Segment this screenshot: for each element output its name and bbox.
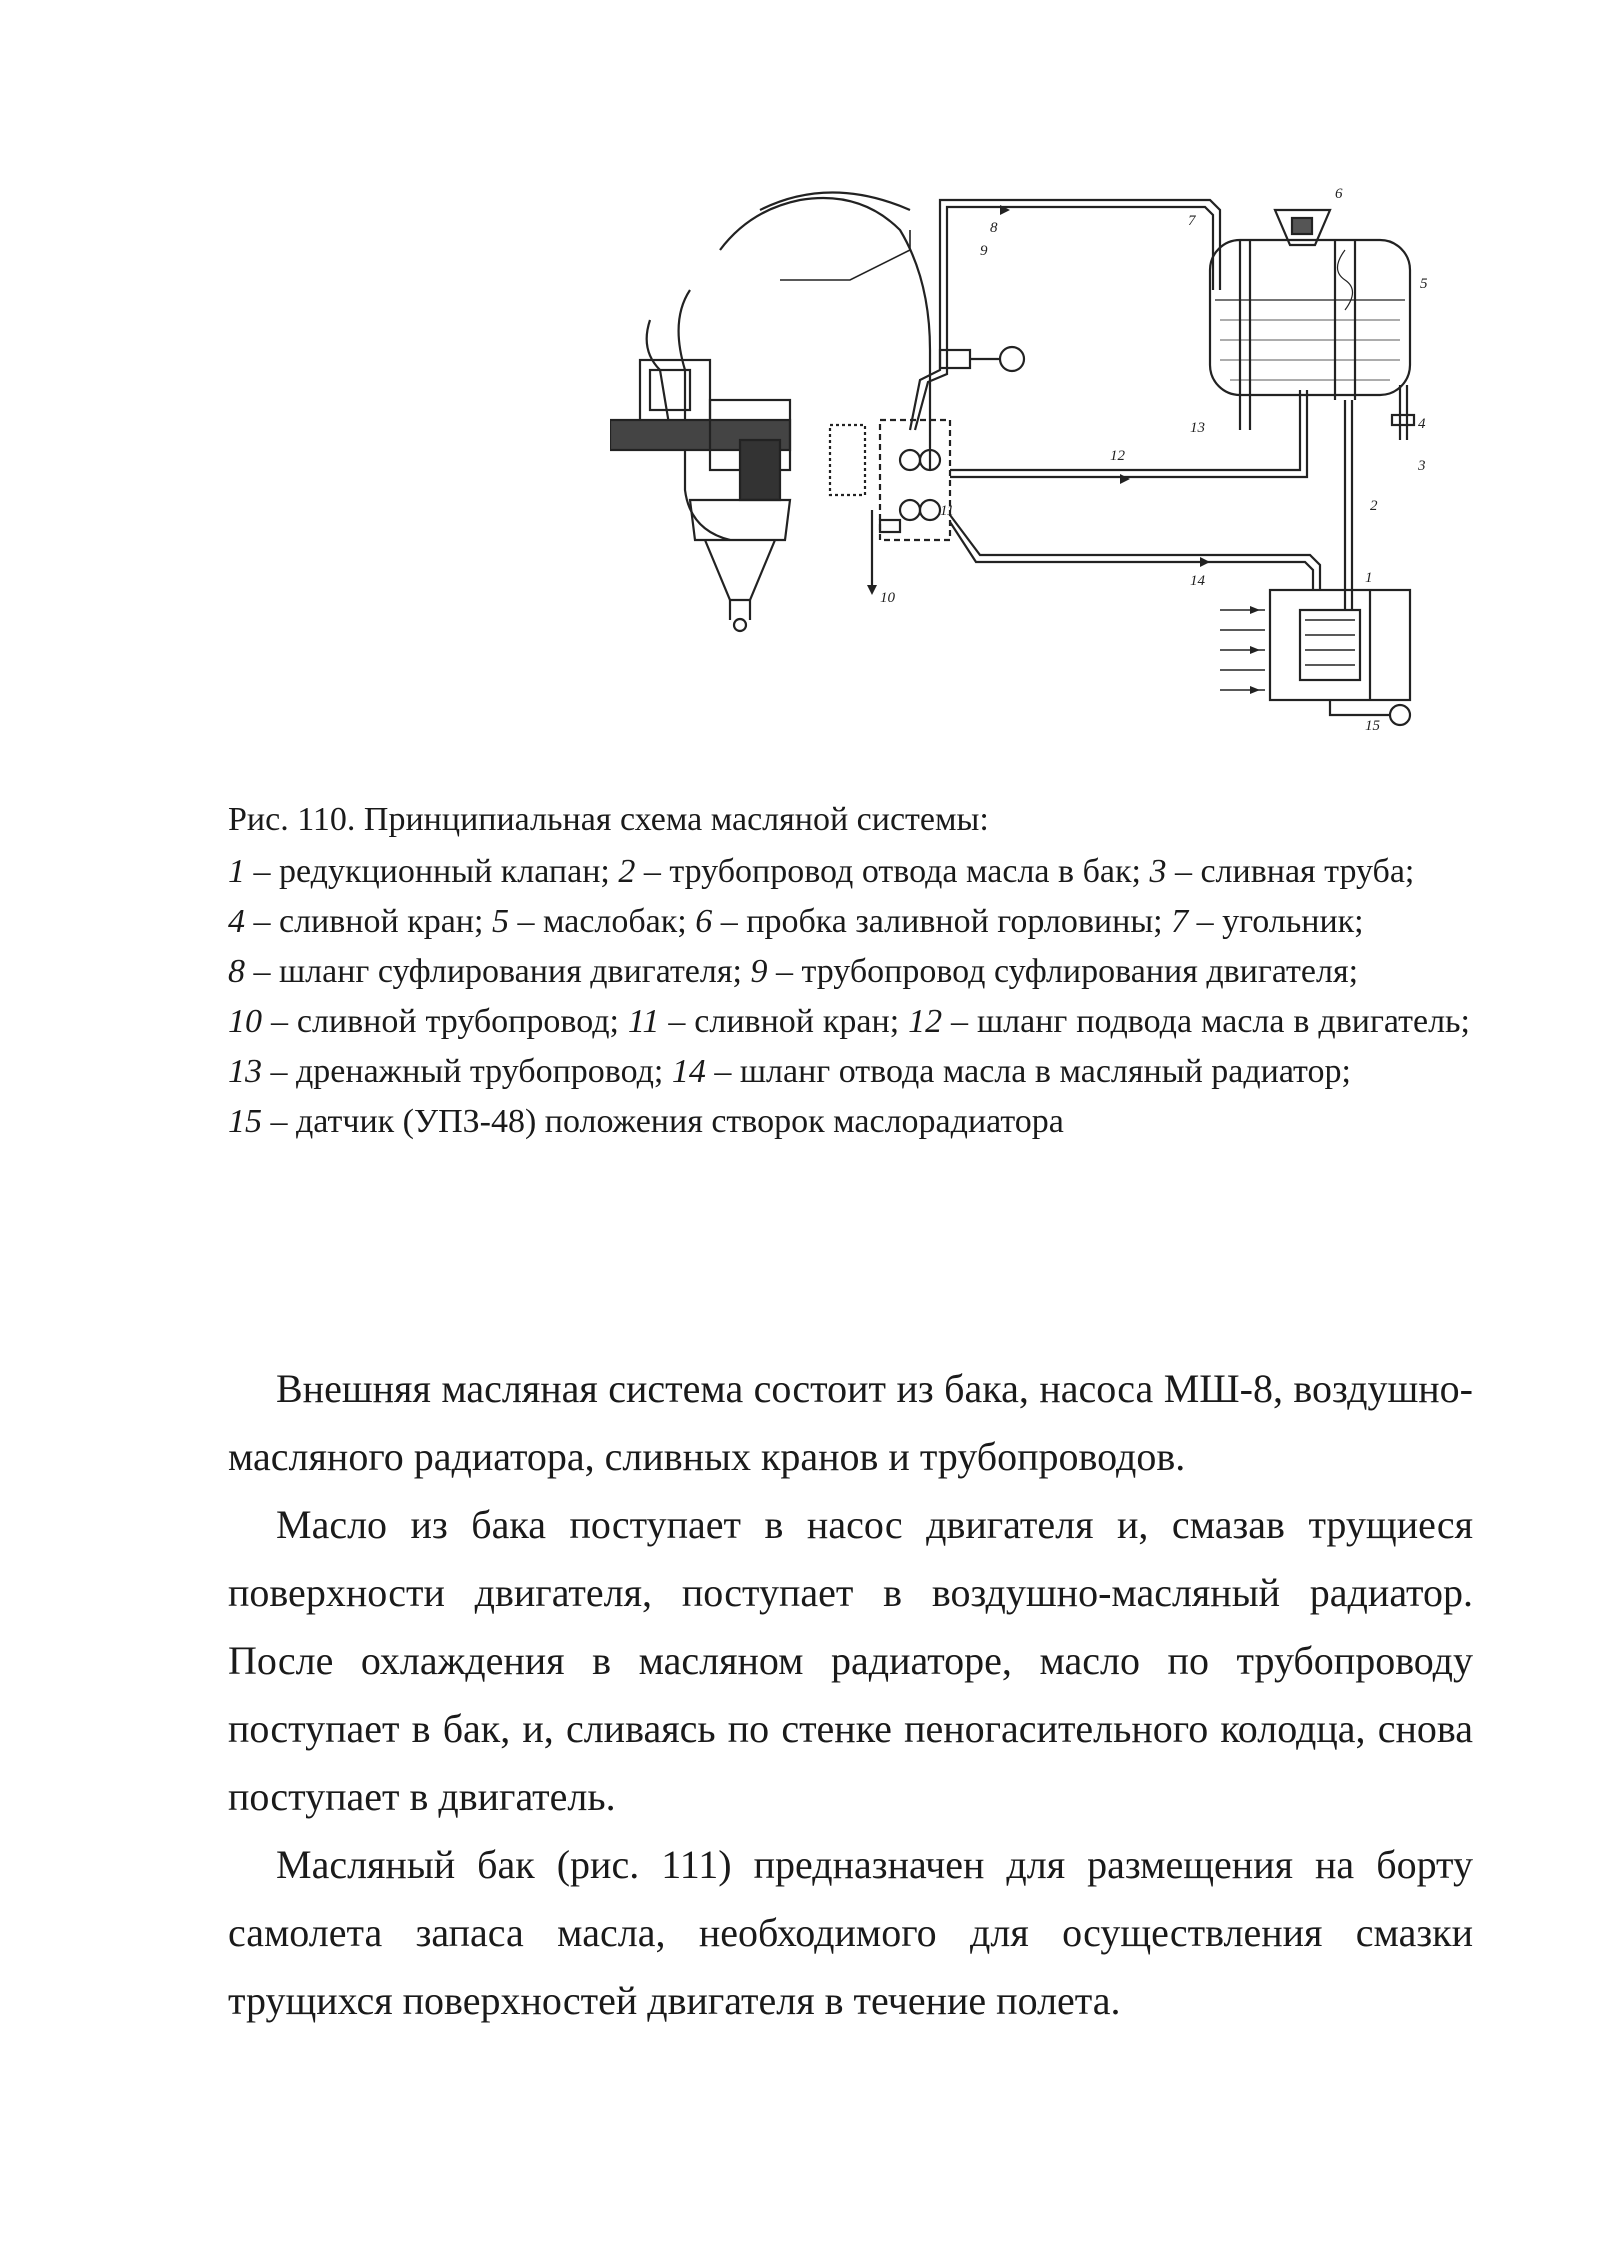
oil-system-diagram — [610, 170, 1470, 730]
caption-num: 4 — [228, 903, 245, 940]
caption-text: – пробка заливной горловины; — [712, 903, 1172, 940]
caption-text: – сливной трубопровод; — [262, 1003, 628, 1040]
caption-num: 10 — [228, 1003, 262, 1040]
label-6: 6 — [1335, 186, 1343, 202]
caption-line — [228, 847, 1470, 897]
caption-text: – сливной кран; — [245, 903, 492, 940]
caption-num: 8 — [228, 953, 245, 990]
label-2: 2 — [1370, 498, 1378, 514]
pipe-12 — [950, 390, 1300, 470]
paragraph: Внешняя масляная система состоит из бака, насоса МШ-8, воздушно-масляного радиатора, сливных кранов и трубопроводов. — [228, 1366, 1473, 1479]
caption-num: 5 — [491, 903, 509, 940]
label-12: 12 — [1110, 448, 1125, 464]
caption-text: – редукционный клапан; — [245, 853, 619, 890]
caption-text: – дренажный трубопровод; — [262, 1053, 672, 1090]
oil-radiator — [1270, 590, 1410, 700]
pipe-2 — [1345, 400, 1352, 610]
label-1: 1 — [1365, 570, 1373, 586]
caption-num: 9 — [750, 953, 768, 990]
caption-num: 12 — [908, 1003, 943, 1040]
caption-text: – датчик (УПЗ-48) положения створок маслорадиатора — [262, 1103, 1064, 1140]
body-text — [228, 1355, 1473, 2035]
caption-line — [228, 947, 1470, 997]
caption-text: – сливной кран; — [659, 1003, 909, 1040]
caption-num: 3 — [1149, 853, 1167, 890]
label-13: 13 — [1190, 420, 1205, 436]
paragraph: Масляный бак (рис. 111) предназначен для размещения на борту самолета запаса масла, необходимого для осуществления смазки трущихся поверхностей двигателя в течение полета. — [228, 1842, 1473, 2023]
label-11: 11 — [940, 503, 954, 519]
label-3: 3 — [1418, 458, 1426, 474]
label-9: 9 — [980, 243, 988, 259]
caption-text: – шланг отвода масла в масляный радиатор; — [705, 1053, 1351, 1090]
label-10: 10 — [880, 590, 895, 606]
caption-title: Рис. 110. Принципиальная схема масляной системы: — [228, 801, 989, 838]
caption-num: 7 — [1171, 903, 1189, 940]
caption-num: 2 — [618, 853, 636, 890]
label-8: 8 — [990, 220, 998, 236]
caption-text: – трубопровод отвода масла в бак; — [635, 853, 1150, 890]
pipe-14 — [950, 515, 1320, 590]
caption-num: 15 — [228, 1103, 262, 1140]
engine-body — [760, 193, 910, 211]
caption-num: 1 — [228, 853, 245, 890]
label-4: 4 — [1418, 416, 1426, 432]
caption-text: – маслобак; — [508, 903, 696, 940]
paragraph: Масло из бака поступает в насос двигателя и, смазав трущиеся поверхности двигателя, поступает в воздушно-масляный радиатор. После охлаждения в масляном радиаторе, масло по трубопроводу поступает в бак, и, сливаясь по стенке пеногасительного колодца, снова поступает в двигатель. — [228, 1502, 1473, 1819]
figure-caption — [228, 795, 1470, 1147]
caption-text: – угольник; — [1188, 903, 1364, 940]
pipe-8 — [910, 200, 1220, 430]
caption-num: 6 — [695, 903, 713, 940]
label-5: 5 — [1420, 276, 1428, 292]
caption-num: 11 — [627, 1003, 660, 1040]
pipe-9 — [780, 230, 910, 280]
caption-text: – шланг суфлирования двигателя; — [245, 953, 751, 990]
caption-line — [228, 997, 1470, 1097]
caption-text: – сливная труба; — [1166, 853, 1415, 890]
caption-num: 13 — [228, 1053, 262, 1090]
label-15: 15 — [1365, 718, 1380, 730]
caption-text: – шланг подвода масла в двигатель; — [942, 1003, 1470, 1040]
caption-text: – трубопровод суфлирования двигателя; — [767, 953, 1359, 990]
diagram-svg — [610, 170, 1470, 730]
caption-num: 14 — [671, 1053, 706, 1090]
caption-line — [228, 1097, 1470, 1147]
label-7: 7 — [1188, 213, 1196, 229]
caption-line — [228, 897, 1470, 947]
label-14: 14 — [1190, 573, 1205, 589]
